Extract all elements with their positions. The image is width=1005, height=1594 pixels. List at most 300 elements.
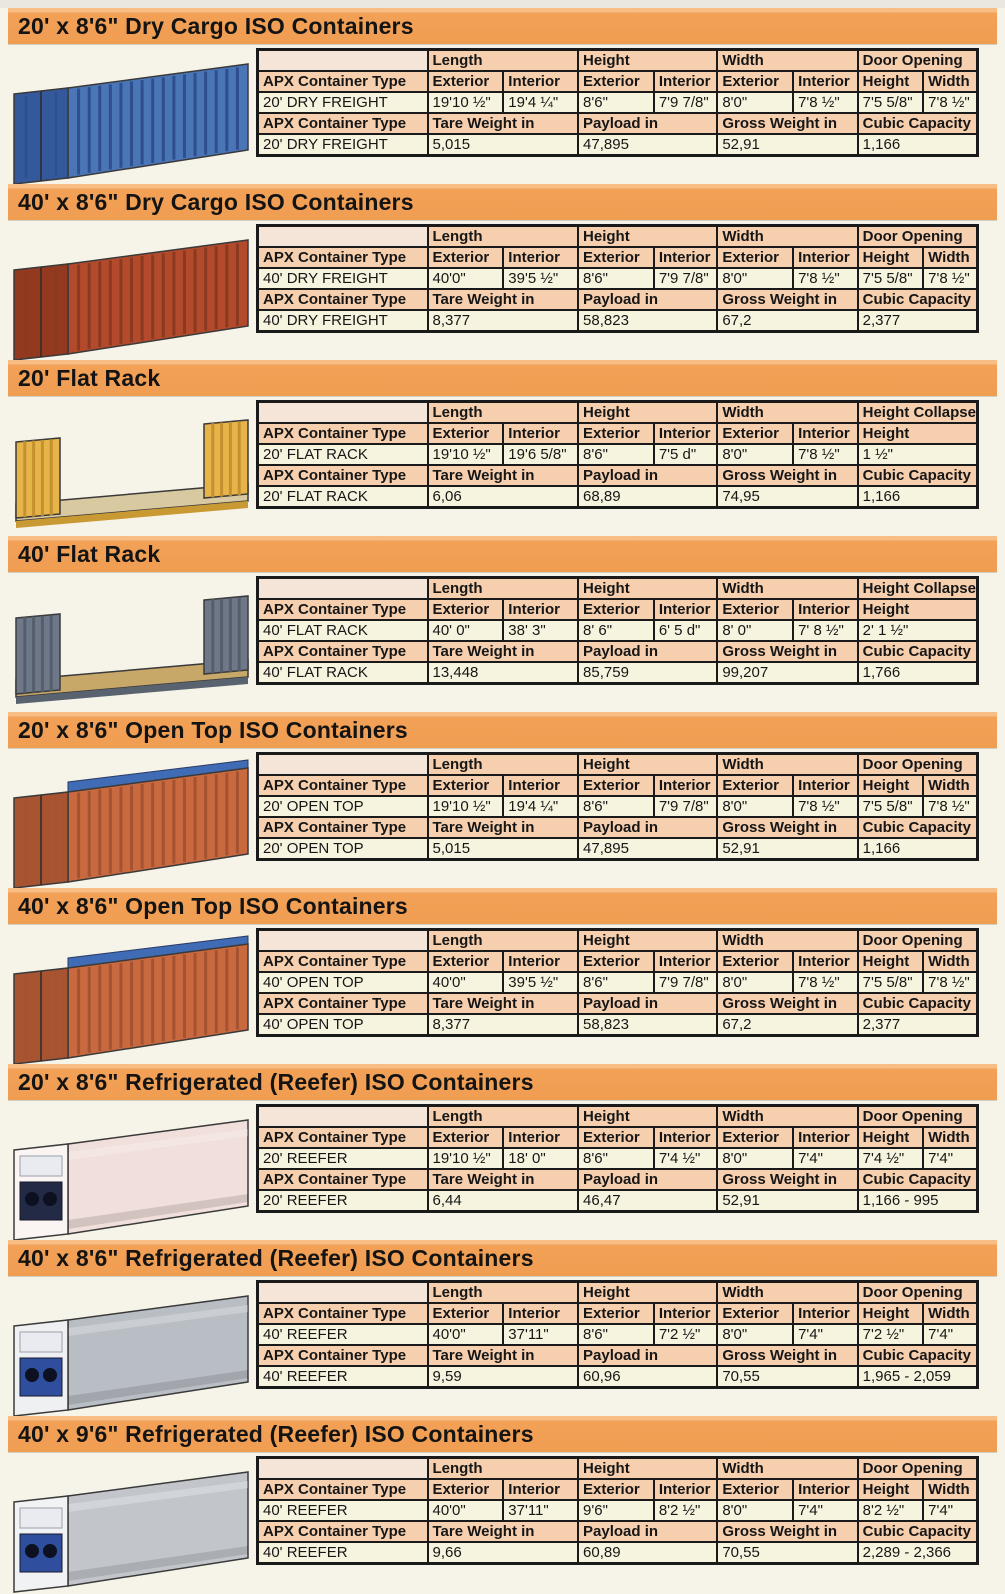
container-photo-40ft-reefer (0, 1276, 256, 1414)
weight-header-cell: Tare Weight in (428, 113, 579, 134)
section-title-bar (8, 360, 997, 396)
dimension-value-cell: 7'4" (793, 1148, 858, 1169)
section-title-bar (8, 1416, 997, 1452)
spec-table (256, 1280, 979, 1389)
dimension-value-cell: 19'6 5/8" (503, 444, 578, 465)
section-title: 40' x 9'6" Refrigerated (Reefer) ISO Containers (18, 1420, 534, 1447)
type-column-header-cell: APX Container Type (258, 1169, 428, 1190)
dimension-value-cell: 7'8 ½" (923, 972, 977, 993)
type-column-header-cell: APX Container Type (258, 993, 428, 1014)
container-type-cell: 40' REEFER (258, 1542, 428, 1564)
group-header-cell: Height (578, 402, 717, 424)
weight-header-cell: Cubic Capacity (858, 1345, 978, 1366)
group-header-cell: Width (717, 578, 857, 600)
dimension-value-cell: 8'2 ½" (858, 1500, 924, 1521)
corner-cell (258, 1106, 428, 1128)
group-header-cell: Width (717, 754, 857, 776)
dimension-value-cell: 19'10 ½" (428, 92, 504, 113)
dimension-value-cell: 7'2 ½" (858, 1324, 924, 1345)
dimension-value-cell: 7'5 5/8" (858, 92, 924, 113)
weight-value-cell: 74,95 (717, 486, 857, 508)
weight-header-cell: Gross Weight in (717, 289, 857, 310)
weight-value-cell: 58,823 (578, 310, 717, 332)
dimension-value-cell: 7'4 ½" (858, 1148, 924, 1169)
sub-header-cell: Interior (503, 1479, 578, 1500)
type-column-header-cell: APX Container Type (258, 289, 428, 310)
dimension-value-cell: 7'8 ½" (793, 972, 858, 993)
container-type-cell: 40' OPEN TOP (258, 1014, 428, 1036)
dimension-value-cell: 7'5 d" (654, 444, 718, 465)
sub-header-cell: Interior (793, 247, 858, 268)
weight-header-cell: Cubic Capacity (858, 289, 978, 310)
group-header-cell: Door Opening (858, 226, 978, 248)
container-photo-20ft-reefer (0, 1100, 256, 1238)
group-header-cell: Length (428, 50, 579, 72)
type-column-header-cell: APX Container Type (258, 465, 428, 486)
weight-header-cell: Payload in (578, 113, 717, 134)
sub-header-cell: Height (858, 1127, 924, 1148)
weight-value-cell: 60,96 (578, 1366, 717, 1388)
section-title-bar (8, 8, 997, 44)
section-content (0, 748, 1005, 886)
sub-header-cell: Exterior (428, 71, 504, 92)
document-body (0, 8, 1005, 1592)
sub-header-cell: Exterior (717, 423, 793, 444)
sub-header-cell: Interior (793, 599, 858, 620)
weight-header-cell: Cubic Capacity (858, 641, 978, 662)
dimension-value-cell: 8'6" (578, 92, 654, 113)
section-title: 20' Flat Rack (18, 364, 161, 391)
sub-header-cell: Exterior (717, 71, 793, 92)
group-header-cell: Length (428, 754, 579, 776)
weight-value-cell: 67,2 (717, 310, 857, 332)
group-header-cell: Door Opening (858, 50, 978, 72)
dimension-value-cell: 8'6" (578, 796, 654, 817)
sub-header-cell: Interior (503, 1303, 578, 1324)
group-header-cell: Width (717, 1282, 857, 1304)
type-column-header-cell: APX Container Type (258, 1303, 428, 1324)
type-column-header-cell: APX Container Type (258, 423, 428, 444)
sub-header-cell: Interior (654, 1479, 718, 1500)
weight-value-cell: 5,015 (428, 838, 579, 860)
container-section (0, 184, 1005, 360)
sub-header-cell: Interior (654, 951, 718, 972)
dimension-value-cell: 7'5 5/8" (858, 972, 924, 993)
spec-table (256, 752, 979, 861)
group-header-cell: Height (578, 50, 717, 72)
group-header-cell: Width (717, 1106, 857, 1128)
weight-value-cell: 5,015 (428, 134, 579, 156)
dimension-value-cell: 7'4" (793, 1324, 858, 1345)
sub-header-cell: Exterior (428, 775, 504, 796)
container-type-cell: 40' DRY FREIGHT (258, 310, 428, 332)
dimension-value-cell: 8'0" (717, 444, 793, 465)
dimension-value-cell: 7'8 ½" (923, 92, 977, 113)
weight-header-cell: Payload in (578, 289, 717, 310)
weight-value-cell: 1,766 (858, 662, 978, 684)
weight-value-cell: 47,895 (578, 134, 717, 156)
sub-header-cell: Height (858, 423, 978, 444)
dimension-value-cell: 7'9 7/8" (654, 268, 718, 289)
container-type-cell: 20' OPEN TOP (258, 838, 428, 860)
section-title-bar (8, 184, 997, 220)
sub-header-cell: Height (858, 951, 924, 972)
sub-header-cell: Exterior (578, 71, 654, 92)
weight-header-cell: Payload in (578, 641, 717, 662)
group-header-cell: Width (717, 1458, 857, 1480)
sub-header-cell: Exterior (578, 1303, 654, 1324)
corner-cell (258, 402, 428, 424)
type-column-header-cell: APX Container Type (258, 641, 428, 662)
dimension-value-cell: 8'0" (717, 1148, 793, 1169)
type-column-header-cell: APX Container Type (258, 1345, 428, 1366)
type-column-header-cell: APX Container Type (258, 599, 428, 620)
dimension-value-cell: 8'0" (717, 972, 793, 993)
weight-header-cell: Gross Weight in (717, 993, 857, 1014)
dimension-value-cell: 7'4" (923, 1148, 977, 1169)
container-section (0, 1416, 1005, 1592)
dimension-value-cell: 19'10 ½" (428, 796, 504, 817)
weight-header-cell: Tare Weight in (428, 817, 579, 838)
weight-value-cell: 70,55 (717, 1542, 857, 1564)
group-header-cell: Height (578, 1106, 717, 1128)
sub-header-cell: Exterior (428, 1303, 504, 1324)
weight-value-cell: 52,91 (717, 838, 857, 860)
weight-header-cell: Tare Weight in (428, 1521, 579, 1542)
type-column-header-cell: APX Container Type (258, 817, 428, 838)
weight-value-cell: 2,377 (858, 310, 978, 332)
dimension-value-cell: 8' 6" (578, 620, 654, 641)
container-type-cell: 40' FLAT RACK (258, 662, 428, 684)
container-type-cell: 40' REEFER (258, 1366, 428, 1388)
weight-value-cell: 2,289 - 2,366 (858, 1542, 978, 1564)
dimension-value-cell: 19'10 ½" (428, 1148, 504, 1169)
sub-header-cell: Exterior (428, 599, 504, 620)
group-header-cell: Height (578, 1282, 717, 1304)
weight-header-cell: Tare Weight in (428, 465, 579, 486)
sub-header-cell: Interior (503, 247, 578, 268)
sub-header-cell: Height (858, 1479, 924, 1500)
dimension-value-cell: 39'5 ½" (503, 972, 578, 993)
weight-header-cell: Payload in (578, 1345, 717, 1366)
dimension-value-cell: 8'0" (717, 1500, 793, 1521)
section-title-bar (8, 712, 997, 748)
sub-header-cell: Height (858, 71, 924, 92)
group-header-cell: Height Collapse (858, 578, 978, 600)
weight-value-cell: 8,377 (428, 1014, 579, 1036)
dimension-value-cell: 7'8 ½" (793, 796, 858, 817)
dimension-value-cell: 19'4 ¼" (503, 92, 578, 113)
weight-value-cell: 58,823 (578, 1014, 717, 1036)
container-type-cell: 40' REEFER (258, 1500, 428, 1521)
group-header-cell: Height Collapse (858, 402, 978, 424)
sub-header-cell: Interior (503, 775, 578, 796)
weight-value-cell: 85,759 (578, 662, 717, 684)
group-header-cell: Height (578, 1458, 717, 1480)
group-header-cell: Width (717, 50, 857, 72)
weight-value-cell: 9,66 (428, 1542, 579, 1564)
weight-header-cell: Cubic Capacity (858, 1169, 978, 1190)
sub-header-cell: Interior (793, 951, 858, 972)
container-section (0, 8, 1005, 184)
dimension-value-cell: 7'8 ½" (793, 92, 858, 113)
weight-header-cell: Gross Weight in (717, 1169, 857, 1190)
dimension-value-cell: 8'0" (717, 92, 793, 113)
sub-header-cell: Exterior (578, 247, 654, 268)
dimension-value-cell: 7'4" (923, 1500, 977, 1521)
weight-value-cell: 1,965 - 2,059 (858, 1366, 978, 1388)
sub-header-cell: Height (858, 775, 924, 796)
corner-cell (258, 1282, 428, 1304)
section-content (0, 220, 1005, 358)
dimension-value-cell: 6' 5 d" (654, 620, 718, 641)
container-photo-40ft-highcube-reefer (0, 1452, 256, 1590)
container-photo-40ft-dry-red (0, 220, 256, 358)
container-photo-40ft-open-top (0, 924, 256, 1062)
weight-header-cell: Cubic Capacity (858, 993, 978, 1014)
weight-header-cell: Cubic Capacity (858, 817, 978, 838)
section-title: 20' x 8'6" Open Top ISO Containers (18, 716, 408, 743)
group-header-cell: Length (428, 930, 579, 952)
sub-header-cell: Exterior (717, 1303, 793, 1324)
section-content (0, 1100, 1005, 1238)
weight-value-cell: 60,89 (578, 1542, 717, 1564)
group-header-cell: Height (578, 578, 717, 600)
group-header-cell: Length (428, 1458, 579, 1480)
sub-header-cell: Interior (654, 775, 718, 796)
sub-header-cell: Interior (503, 599, 578, 620)
group-header-cell: Width (717, 226, 857, 248)
sub-header-cell: Width (923, 247, 977, 268)
section-content (0, 44, 1005, 182)
sub-header-cell: Exterior (428, 1127, 504, 1148)
weight-header-cell: Gross Weight in (717, 1521, 857, 1542)
sub-header-cell: Interior (793, 1303, 858, 1324)
group-header-cell: Height (578, 930, 717, 952)
sub-header-cell: Interior (654, 71, 718, 92)
dimension-value-cell: 8'0" (717, 796, 793, 817)
spec-table (256, 928, 979, 1037)
weight-header-cell: Gross Weight in (717, 465, 857, 486)
type-column-header-cell: APX Container Type (258, 247, 428, 268)
container-type-cell: 40' REEFER (258, 1324, 428, 1345)
section-content (0, 572, 1005, 710)
weight-value-cell: 67,2 (717, 1014, 857, 1036)
weight-value-cell: 9,59 (428, 1366, 579, 1388)
sub-header-cell: Width (923, 951, 977, 972)
sub-header-cell: Interior (793, 71, 858, 92)
sub-header-cell: Interior (654, 1303, 718, 1324)
sub-header-cell: Interior (654, 423, 718, 444)
section-title: 40' Flat Rack (18, 540, 161, 567)
dimension-value-cell: 19'4 ¼" (503, 796, 578, 817)
sub-header-cell: Interior (793, 775, 858, 796)
type-column-header-cell: APX Container Type (258, 775, 428, 796)
group-header-cell: Door Opening (858, 754, 978, 776)
container-section (0, 360, 1005, 536)
container-section (0, 1240, 1005, 1416)
spec-table (256, 224, 979, 333)
sub-header-cell: Exterior (717, 1127, 793, 1148)
weight-header-cell: Gross Weight in (717, 113, 857, 134)
dimension-value-cell: 7'4 ½" (654, 1148, 718, 1169)
sub-header-cell: Exterior (428, 247, 504, 268)
spec-table (256, 1456, 979, 1565)
weight-value-cell: 99,207 (717, 662, 857, 684)
section-content (0, 396, 1005, 534)
group-header-cell: Door Opening (858, 1282, 978, 1304)
container-photo-40ft-flat-rack-gray (0, 572, 256, 710)
container-section (0, 536, 1005, 712)
weight-header-cell: Tare Weight in (428, 1169, 579, 1190)
group-header-cell: Length (428, 1282, 579, 1304)
weight-value-cell: 1,166 (858, 134, 978, 156)
section-title: 40' x 8'6" Dry Cargo ISO Containers (18, 188, 414, 215)
sub-header-cell: Exterior (717, 1479, 793, 1500)
spec-table (256, 576, 979, 685)
weight-header-cell: Tare Weight in (428, 641, 579, 662)
sub-header-cell: Interior (793, 423, 858, 444)
type-column-header-cell: APX Container Type (258, 113, 428, 134)
weight-value-cell: 2,377 (858, 1014, 978, 1036)
type-column-header-cell: APX Container Type (258, 1479, 428, 1500)
container-section (0, 888, 1005, 1064)
weight-header-cell: Payload in (578, 993, 717, 1014)
weight-value-cell: 52,91 (717, 1190, 857, 1212)
group-header-cell: Length (428, 402, 579, 424)
weight-header-cell: Gross Weight in (717, 817, 857, 838)
type-column-header-cell: APX Container Type (258, 1127, 428, 1148)
section-title-bar (8, 536, 997, 572)
sub-header-cell: Width (923, 1479, 977, 1500)
sub-header-cell: Exterior (717, 599, 793, 620)
sub-header-cell: Interior (654, 1127, 718, 1148)
type-column-header-cell: APX Container Type (258, 951, 428, 972)
dimension-value-cell: 8'6" (578, 1324, 654, 1345)
container-type-cell: 40' FLAT RACK (258, 620, 428, 641)
sub-header-cell: Exterior (578, 599, 654, 620)
section-title: 20' x 8'6" Refrigerated (Reefer) ISO Containers (18, 1068, 534, 1095)
dimension-value-cell: 8'0" (717, 1324, 793, 1345)
sub-header-cell: Exterior (578, 775, 654, 796)
sub-header-cell: Exterior (578, 423, 654, 444)
container-type-cell: 20' FLAT RACK (258, 486, 428, 508)
container-type-cell: 20' DRY FREIGHT (258, 92, 428, 113)
sub-header-cell: Height (858, 247, 924, 268)
container-photo-20ft-open-top (0, 748, 256, 886)
sub-header-cell: Width (923, 775, 977, 796)
group-header-cell: Height (578, 226, 717, 248)
dimension-value-cell: 18' 0" (503, 1148, 578, 1169)
dimension-value-cell: 7'8 ½" (793, 444, 858, 465)
section-content (0, 1452, 1005, 1590)
sub-header-cell: Exterior (428, 951, 504, 972)
dimension-value-cell: 8'6" (578, 972, 654, 993)
group-header-cell: Length (428, 578, 579, 600)
corner-cell (258, 50, 428, 72)
dimension-value-cell: 8' 0" (717, 620, 793, 641)
dimension-value-cell: 7'5 5/8" (858, 796, 924, 817)
dimension-value-cell: 7'5 5/8" (858, 268, 924, 289)
dimension-value-cell: 2' 1 ½" (858, 620, 978, 641)
section-content (0, 924, 1005, 1062)
weight-value-cell: 6,06 (428, 486, 579, 508)
weight-header-cell: Payload in (578, 817, 717, 838)
weight-value-cell: 47,895 (578, 838, 717, 860)
dimension-value-cell: 8'6" (578, 444, 654, 465)
weight-value-cell: 8,377 (428, 310, 579, 332)
container-type-cell: 40' DRY FREIGHT (258, 268, 428, 289)
weight-header-cell: Tare Weight in (428, 289, 579, 310)
sub-header-cell: Exterior (717, 247, 793, 268)
weight-value-cell: 68,89 (578, 486, 717, 508)
page-top-margin (0, 0, 1005, 8)
type-column-header-cell: APX Container Type (258, 1521, 428, 1542)
container-type-cell: 20' OPEN TOP (258, 796, 428, 817)
section-title: 40' x 8'6" Open Top ISO Containers (18, 892, 408, 919)
section-title-bar (8, 1064, 997, 1100)
sub-header-cell: Interior (503, 71, 578, 92)
weight-header-cell: Cubic Capacity (858, 1521, 978, 1542)
corner-cell (258, 1458, 428, 1480)
dimension-value-cell: 8'2 ½" (654, 1500, 718, 1521)
dimension-value-cell: 8'6" (578, 268, 654, 289)
dimension-value-cell: 7' 8 ½" (793, 620, 858, 641)
section-content (0, 1276, 1005, 1414)
weight-header-cell: Payload in (578, 1521, 717, 1542)
section-title: 40' x 8'6" Refrigerated (Reefer) ISO Containers (18, 1244, 534, 1271)
weight-header-cell: Payload in (578, 1169, 717, 1190)
sub-header-cell: Interior (503, 951, 578, 972)
dimension-value-cell: 40'0" (428, 972, 504, 993)
dimension-value-cell: 7'2 ½" (654, 1324, 718, 1345)
dimension-value-cell: 9'6" (578, 1500, 654, 1521)
container-type-cell: 20' REEFER (258, 1190, 428, 1212)
group-header-cell: Length (428, 226, 579, 248)
container-section (0, 712, 1005, 888)
weight-value-cell: 1,166 - 995 (858, 1190, 978, 1212)
weight-value-cell: 1,166 (858, 838, 978, 860)
group-header-cell: Door Opening (858, 930, 978, 952)
dimension-value-cell: 38' 3" (503, 620, 578, 641)
sub-header-cell: Exterior (578, 951, 654, 972)
group-header-cell: Width (717, 930, 857, 952)
dimension-value-cell: 7'4" (793, 1500, 858, 1521)
group-header-cell: Door Opening (858, 1458, 978, 1480)
weight-value-cell: 13,448 (428, 662, 579, 684)
section-title: 20' x 8'6" Dry Cargo ISO Containers (18, 12, 414, 39)
sub-header-cell: Exterior (578, 1127, 654, 1148)
dimension-value-cell: 1 ½" (858, 444, 978, 465)
sub-header-cell: Interior (503, 1127, 578, 1148)
sub-header-cell: Width (923, 71, 977, 92)
container-type-cell: 20' REEFER (258, 1148, 428, 1169)
type-column-header-cell: APX Container Type (258, 71, 428, 92)
dimension-value-cell: 7'8 ½" (793, 268, 858, 289)
section-title-bar (8, 888, 997, 924)
sub-header-cell: Width (923, 1127, 977, 1148)
group-header-cell: Width (717, 402, 857, 424)
sub-header-cell: Interior (654, 247, 718, 268)
dimension-value-cell: 8'0" (717, 268, 793, 289)
weight-header-cell: Tare Weight in (428, 993, 579, 1014)
dimension-value-cell: 7'9 7/8" (654, 796, 718, 817)
weight-header-cell: Gross Weight in (717, 1345, 857, 1366)
weight-header-cell: Gross Weight in (717, 641, 857, 662)
weight-header-cell: Cubic Capacity (858, 465, 978, 486)
dimension-value-cell: 37'11" (503, 1324, 578, 1345)
sub-header-cell: Interior (793, 1127, 858, 1148)
